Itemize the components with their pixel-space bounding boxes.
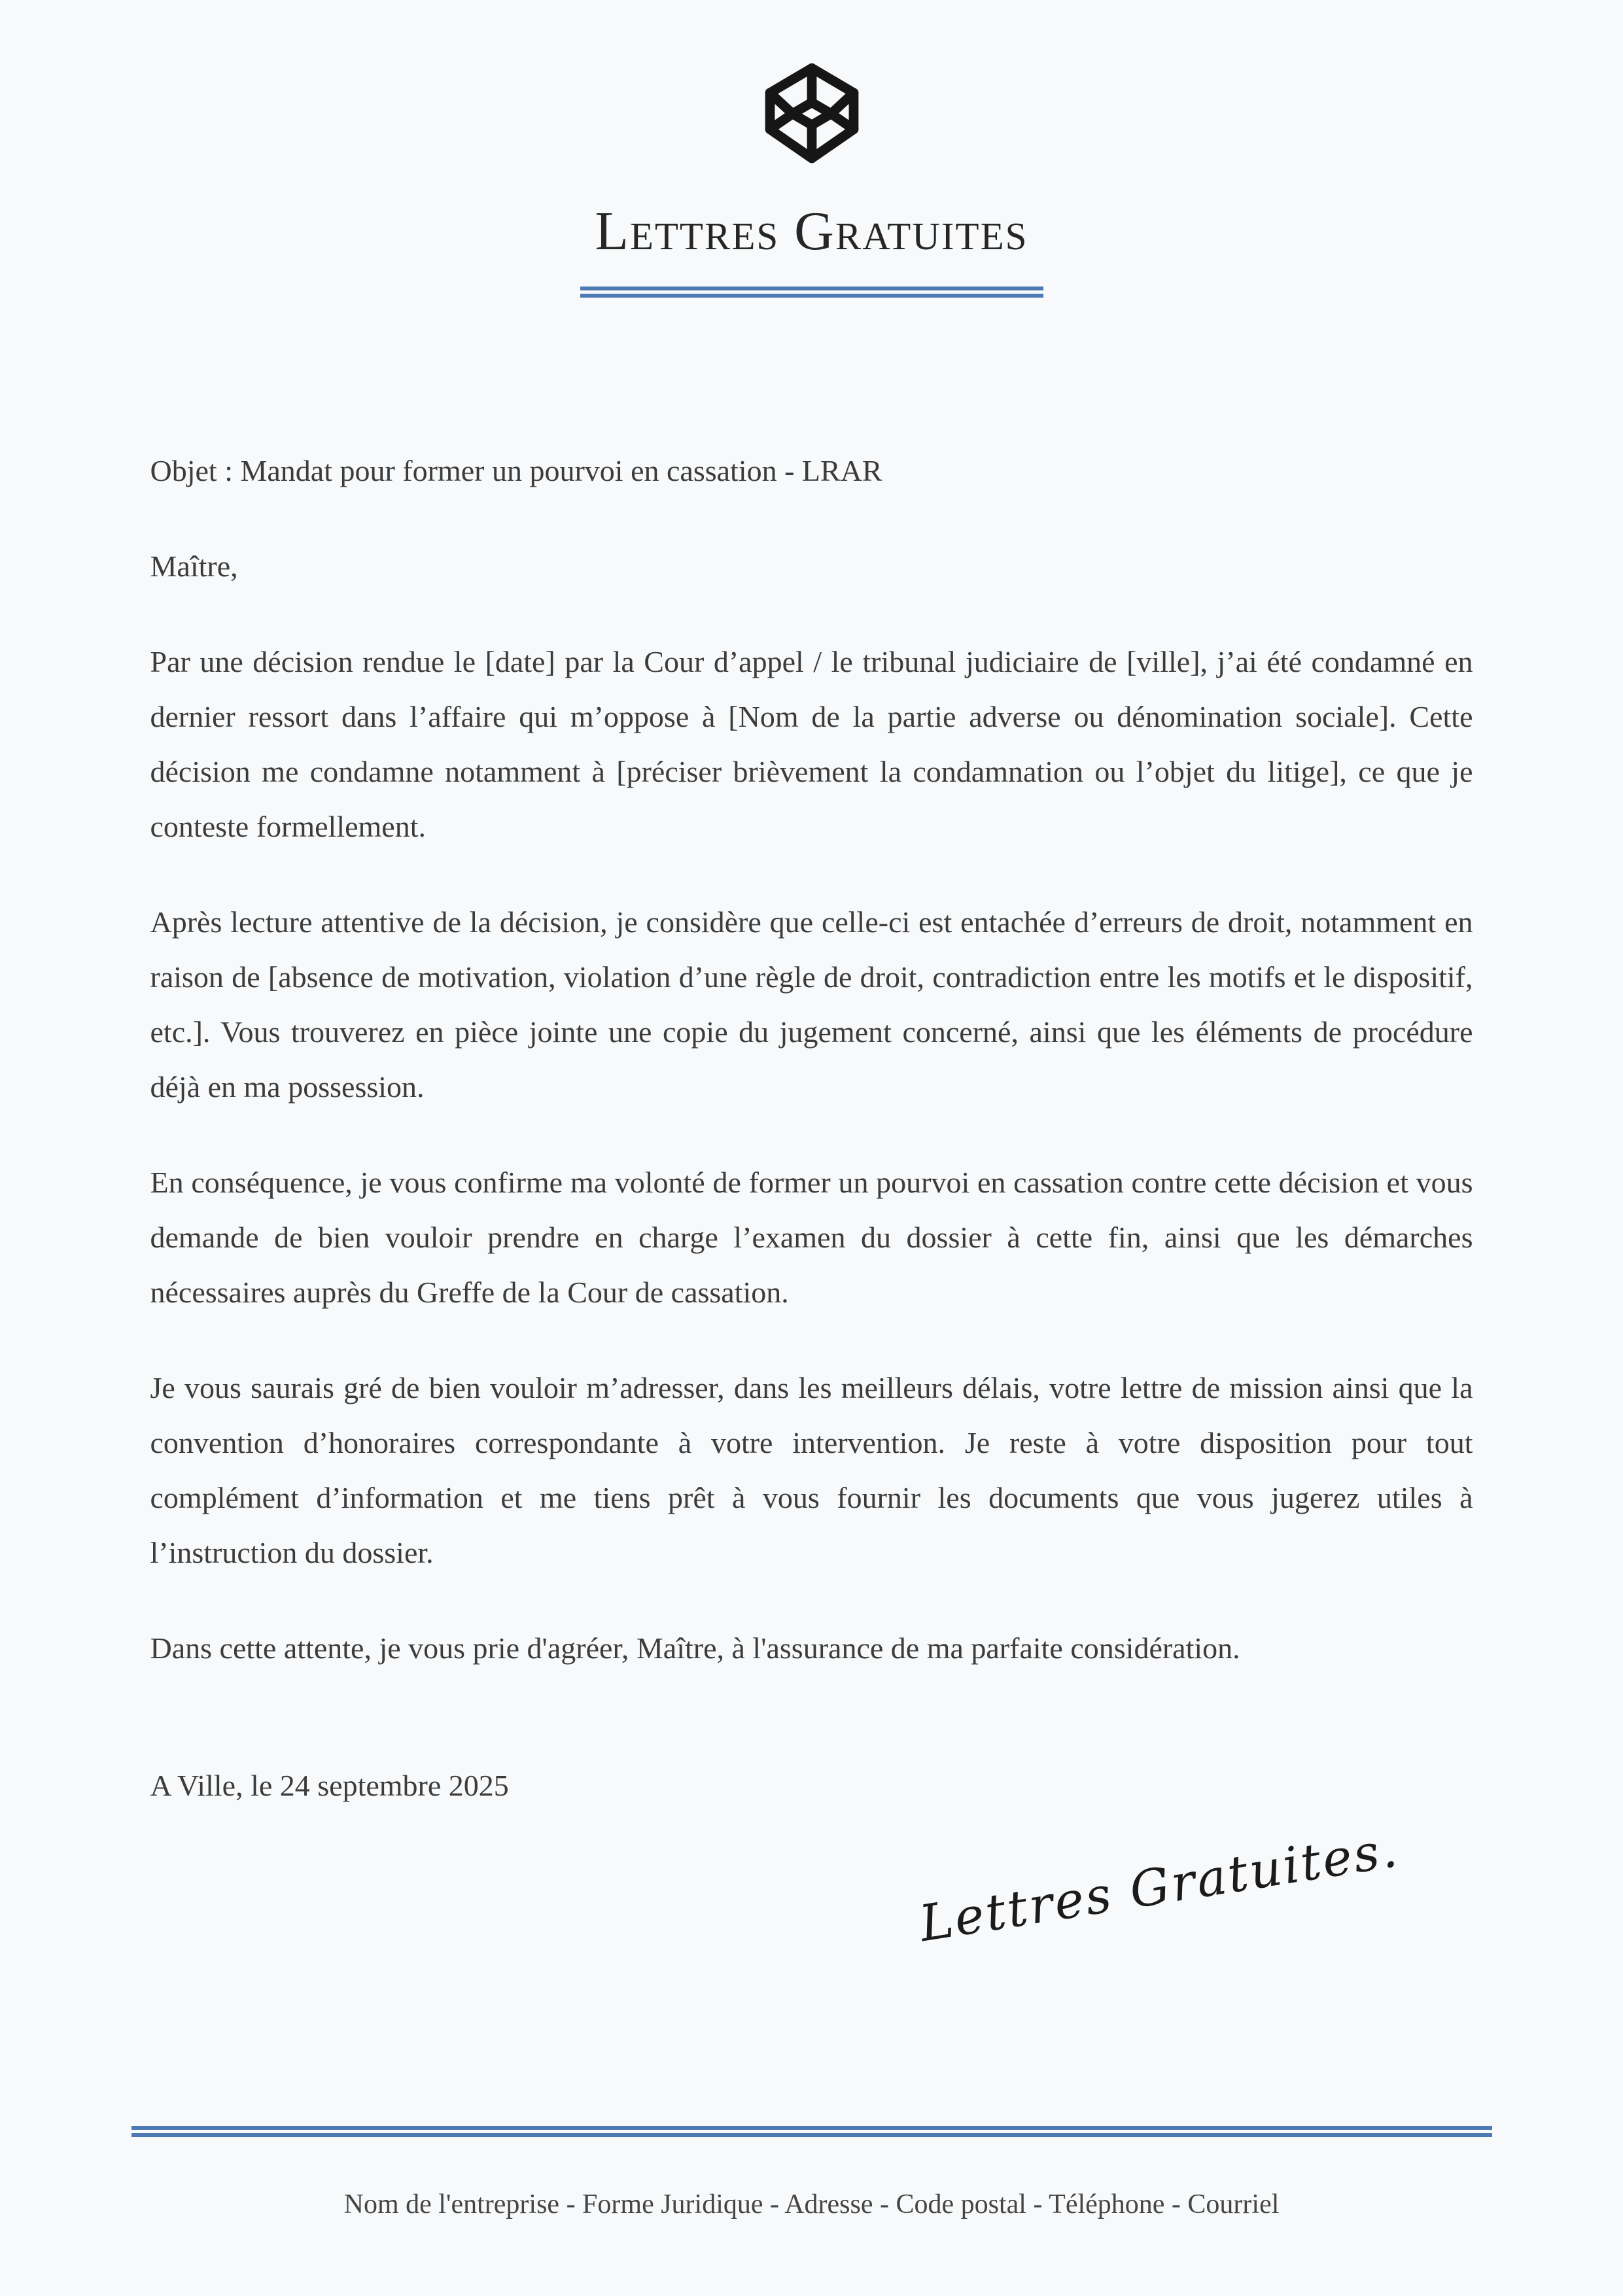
paragraph-3: En conséquence, je vous confirme ma volonté de former un pourvoi en cassation contre cette décision et vous demande de bien vouloir prendre en charge l’examen du dossier à cette fin, ainsi que les démarches nécessaires auprès du Greffe de la Cour de cassation.	[150, 1166, 1473, 1309]
signature	[150, 1820, 1473, 2023]
signature-text: Lettres Gratuites.	[915, 1819, 1403, 1953]
paragraph-1: Par une décision rendue le [date] par la Cour d’appel / le tribunal judiciaire de [ville], j’ai été condamné en dernier ressort dans l’affaire qui m’oppose à [Nom de la partie adverse ou dénomination sociale]. Cette décision me condamne notamment à [préciser brièvement la condamnation ou l’objet du litige], ce que je conteste formellement.	[150, 645, 1473, 843]
header-divider	[580, 287, 1043, 298]
closing-line: Dans cette attente, je vous prie d'agréer, Maître, à l'assurance de ma parfaite considération.	[150, 1631, 1240, 1665]
company-info-line: Nom de l'entreprise - Forme Juridique - Adresse - Code postal - Téléphone - Courriel	[343, 2189, 1280, 2219]
salutation: Maître,	[150, 549, 238, 583]
brand-name: Lettres Gratuites	[595, 201, 1028, 262]
letterhead	[0, 0, 1623, 298]
dateline: A Ville, le 24 septembre 2025	[150, 1769, 509, 1802]
page-footer	[0, 2126, 1623, 2296]
paragraph-4: Je vous saurais gré de bien vouloir m’adresser, dans les meilleurs délais, votre lettre de mission ainsi que la convention d’honoraires correspondante à votre intervention. Je reste à votre disposition pour tout complément d’information et me tiens prêt à vous fournir les documents que vous jugerez utiles à l’instruction du dossier.	[150, 1371, 1473, 1569]
paragraph-2: Après lecture attentive de la décision, je considère que celle-ci est entachée d’erreurs de droit, notamment en raison de [absence de motivation, violation d’une règle de droit, contradiction entre les motifs et le dispositif, etc.]. Vous trouverez en pièce jointe une copie du jugement concerné, ainsi que les éléments de procédure déjà en ma possession.	[150, 905, 1473, 1104]
cube-wireframe-logo-icon	[0, 63, 1623, 170]
subject-line: Objet : Mandat pour former un pourvoi en cassation - LRAR	[150, 454, 882, 487]
letter-body	[150, 298, 1473, 2023]
footer-divider	[131, 2126, 1492, 2137]
